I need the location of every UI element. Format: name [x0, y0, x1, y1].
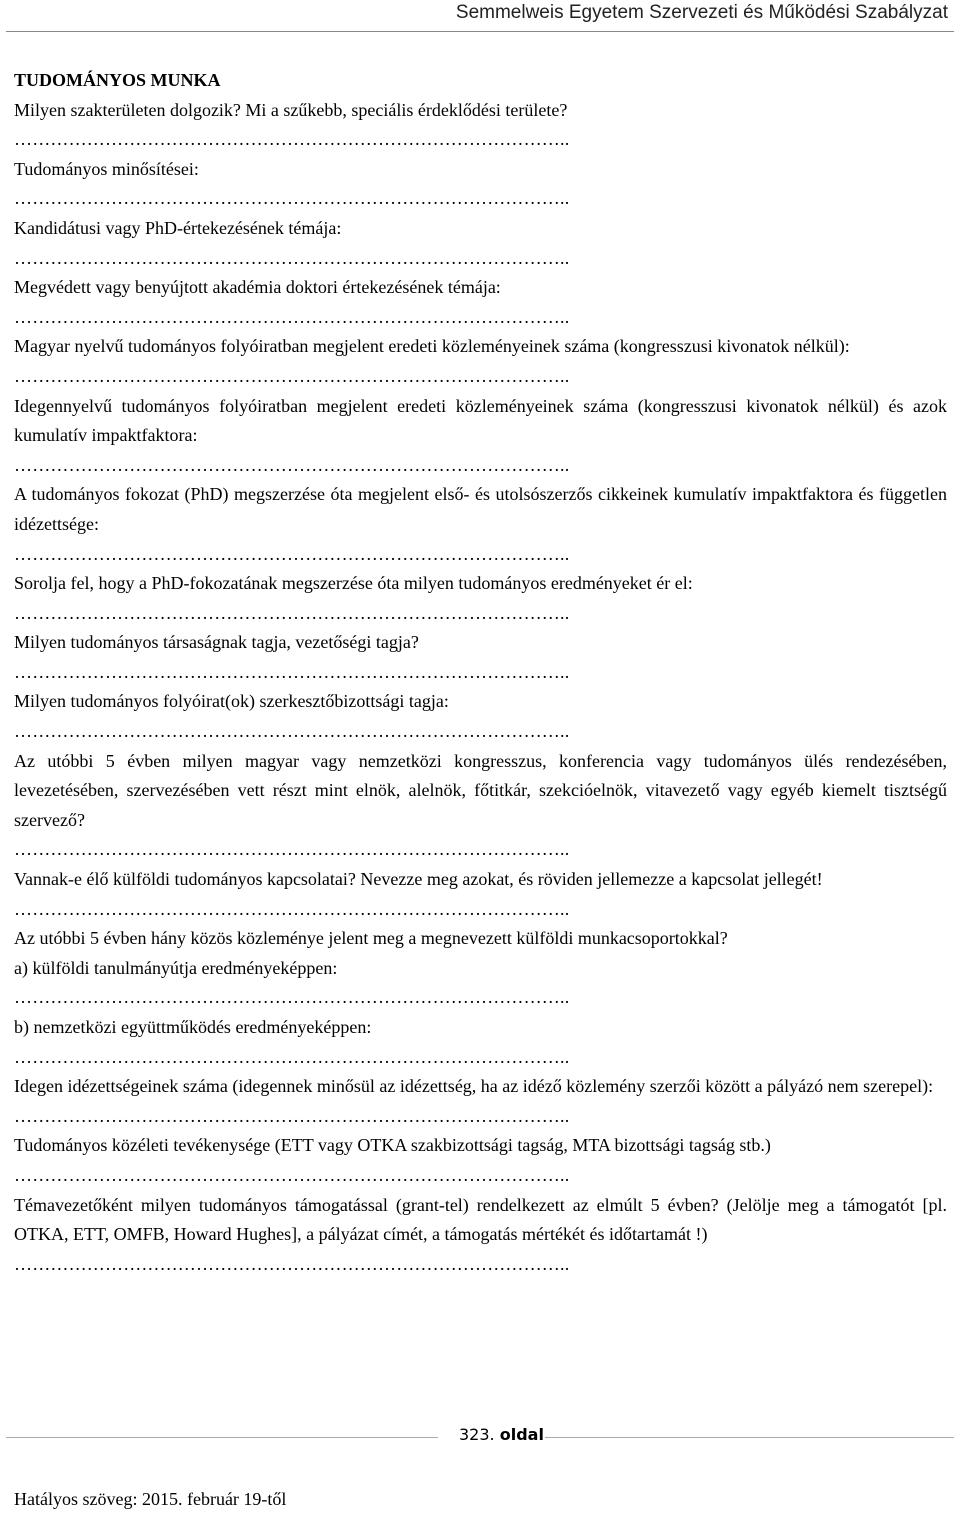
answer-dots: ……………………………………………………………………………….. — [14, 306, 570, 327]
answer-dots: ……………………………………………………………………………….. — [14, 1253, 570, 1274]
answer-dots: ……………………………………………………………………………….. — [14, 1164, 570, 1185]
question-text: A tudományos fokozat (PhD) megszerzése óta megjelent első- és utolsószerzős cikkeinek kumulatív impaktfaktora és független idézettsége: — [14, 484, 947, 534]
question-text: Az utóbbi 5 évben hány közös közleménye jelent meg a megnevezett külföldi munkacsoportokkal? — [14, 928, 728, 949]
page-number-bar — [0, 1425, 960, 1449]
header-divider — [6, 31, 954, 32]
question-text: Idegennyelvű tudományos folyóiratban megjelent eredeti közleményeinek száma (kongresszusi kivonatok nélkül) és azok kumulatív impaktfaktora: — [14, 395, 947, 446]
page-header — [0, 0, 960, 34]
question-text: Magyar nyelvű tudományos folyóiratban megjelent eredeti közleményeinek száma (kongresszusi kivonatok nélkül): — [14, 336, 850, 357]
answer-dots: ……………………………………………………………………………….. — [14, 247, 570, 268]
answer-dots: ……………………………………………………………………………….. — [14, 661, 570, 682]
question-text: Vannak-e élő külföldi tudományos kapcsolatai? Nevezze meg azokat, és röviden jellemezze a kapcsolat jellegét! — [14, 869, 823, 890]
page-number — [459, 1425, 544, 1444]
answer-dots: ……………………………………………………………………………….. — [14, 721, 570, 742]
answer-dots: ……………………………………………………………………………….. — [14, 1105, 570, 1126]
footer-divider-right — [545, 1437, 954, 1438]
answer-dots: ……………………………………………………………………………….. — [14, 602, 570, 623]
answer-dots: ……………………………………………………………………………….. — [14, 1046, 570, 1067]
answer-dots: ……………………………………………………………………………….. — [14, 129, 570, 150]
header-title: Semmelweis Egyetem Szervezeti és Működési Szabályzat — [455, 2, 948, 23]
question-text: Témavezetőként milyen tudományos támogatással (grant-tel) rendelkezett az elmúlt 5 évben? (Jelölje meg a támogatót [pl. OTKA, ETT, OMFB, Howard Hughes], a pályázat címét, a támogatás mértékét és időtartamát !) — [14, 1194, 947, 1245]
question-text: Kandidátusi vagy PhD-értekezésének témája: — [14, 217, 342, 238]
document-body — [14, 66, 947, 1279]
effective-date-text: Hatályos szöveg: 2015. február 19-től — [14, 1489, 287, 1509]
footer-divider-left — [6, 1437, 438, 1438]
page-number-value: 323. — [459, 1425, 495, 1444]
question-text: Milyen szakterületen dolgozik? Mi a szűkebb, speciális érdeklődési területe? — [14, 99, 568, 120]
answer-dots: ……………………………………………………………………………….. — [14, 898, 570, 919]
question-text: Milyen tudományos folyóirat(ok) szerkesztőbizottsági tagja: — [14, 691, 449, 712]
question-text: Az utóbbi 5 évben milyen magyar vagy nemzetközi kongresszus, konferencia vagy tudományos ülés rendezésében, levezetésében, szervezésében vett részt mint elnök, alelnök, főtitkár, szekcióelnök, vitavezető vagy egyéb kiemelt tisztségű szervező? — [14, 750, 947, 830]
question-text: Megvédett vagy benyújtott akadémia doktori értekezésének témája: — [14, 277, 501, 298]
answer-dots: ……………………………………………………………………………….. — [14, 839, 570, 860]
question-text: a) külföldi tanulmányútja eredményeképpen: — [14, 957, 338, 978]
section-heading: TUDOMÁNYOS MUNKA — [14, 70, 221, 90]
answer-dots: ……………………………………………………………………………….. — [14, 365, 570, 386]
page-number-label: oldal — [499, 1425, 544, 1444]
question-text: Milyen tudományos társaságnak tagja, vezetőségi tagja? — [14, 632, 419, 653]
answer-dots: ……………………………………………………………………………….. — [14, 987, 570, 1008]
answer-dots: ……………………………………………………………………………….. — [14, 543, 570, 564]
question-text: Tudományos minősítései: — [14, 158, 199, 179]
question-text: Idegen idézettségeinek száma (idegennek minősül az idézettség, ha az idéző közlemény szerzői között a pályázó nem szerepel): — [14, 1076, 934, 1097]
question-text: Sorolja fel, hogy a PhD-fokozatának megszerzése óta milyen tudományos eredményeket ér el: — [14, 573, 693, 594]
question-text: b) nemzetközi együttműködés eredményeképpen: — [14, 1017, 372, 1037]
question-text: Tudományos közéleti tevékenysége (ETT vagy OTKA szakbizottsági tagság, MTA bizottsági tagság stb.) — [14, 1135, 771, 1156]
answer-dots: ……………………………………………………………………………….. — [14, 188, 570, 209]
answer-dots: ……………………………………………………………………………….. — [14, 454, 570, 475]
